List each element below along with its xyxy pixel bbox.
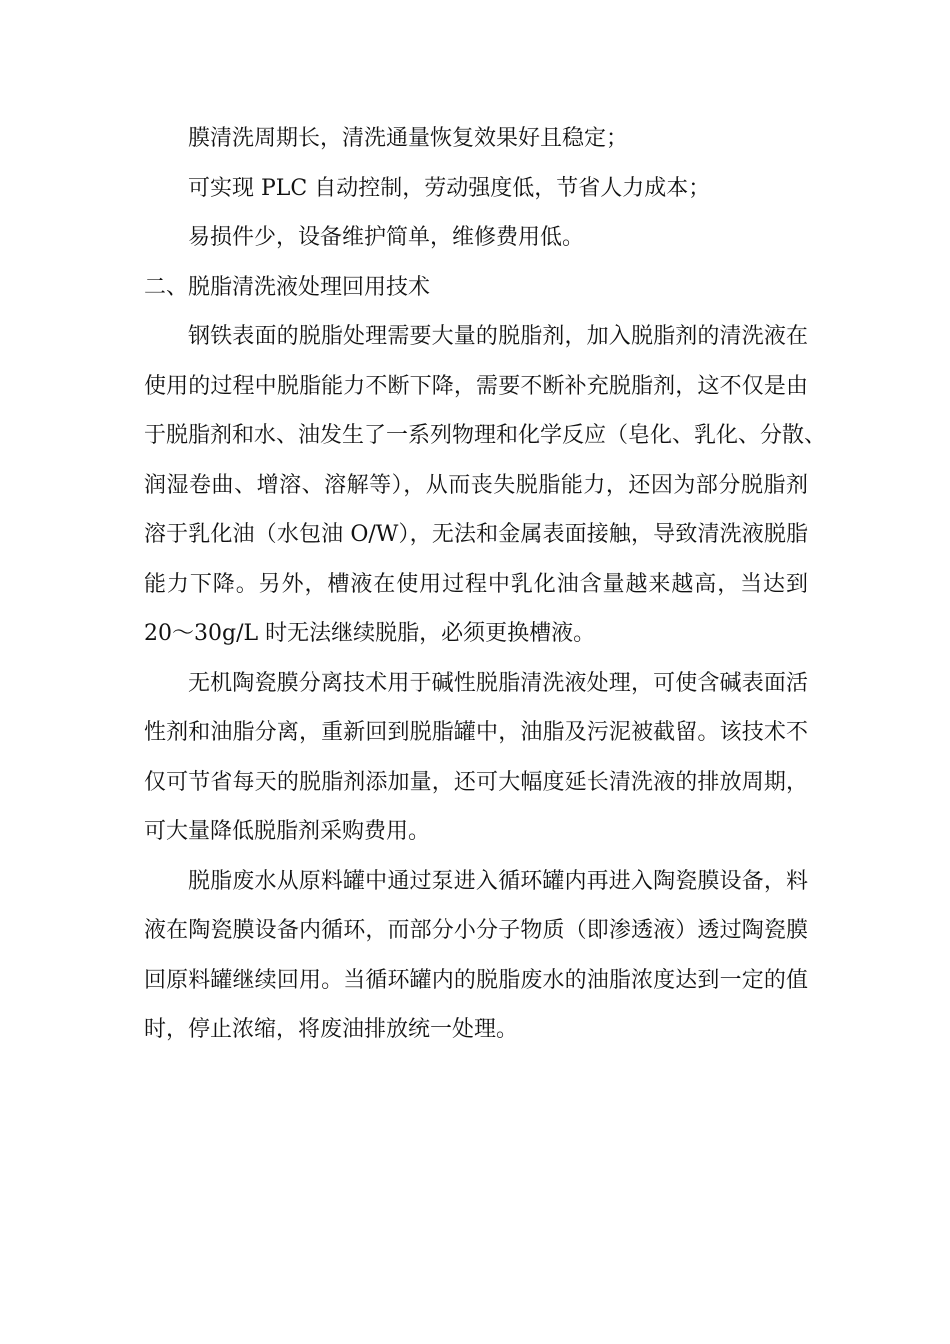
text-line: 性剂和油脂分离，重新回到脱脂罐中，油脂及污泥被截留。该技术不 xyxy=(144,720,808,745)
text-line: 可大量降低脱脂剂采购费用。 xyxy=(144,819,431,844)
text-line: 钢铁表面的脱脂处理需要大量的脱脂剂，加入脱脂剂的清洗液在 xyxy=(188,324,808,349)
text-line: 使用的过程中脱脂能力不断下降，需要不断补充脱脂剂，这不仅是由 xyxy=(144,373,808,399)
section-heading: 二、脱脂清洗液处理回用技术 xyxy=(144,274,431,300)
text-line: 溶于乳化油（水包油 O/W），无法和金属表面接触，导致清洗液脱脂 xyxy=(144,522,808,547)
text-line: 膜清洗周期长，清洗通量恢复效果好且稳定； xyxy=(188,126,629,151)
document-body xyxy=(144,114,827,1055)
text-line: 易损件少，设备维护简单，维修费用低。 xyxy=(188,225,585,250)
text-line: 无机陶瓷膜分离技术用于碱性脱脂清洗液处理，可使含碱表面活 xyxy=(188,670,808,696)
text-line: 脱脂废水从原料罐中通过泵进入循环罐内再进入陶瓷膜设备，料 xyxy=(188,868,808,894)
text-line: 回原料罐继续回用。当循环罐内的脱脂废水的油脂浓度达到一定的值 xyxy=(144,967,808,993)
text-line: 于脱脂剂和水、油发生了一系列物理和化学反应（皂化、乳化、分散、 xyxy=(144,423,827,448)
text-line: 仅可节省每天的脱脂剂添加量，还可大幅度延长清洗液的排放周期， xyxy=(144,769,808,795)
text-line: 可实现 PLC 自动控制，劳动强度低，节省人力成本； xyxy=(188,175,711,201)
text-line: 润湿卷曲、增溶、溶解等），从而丧失脱脂能力，还因为部分脱脂剂 xyxy=(144,472,808,498)
text-line: 能力下降。另外，槽液在使用过程中乳化油含量越来越高，当达到 xyxy=(144,571,808,597)
text-line: 液在陶瓷膜设备内循环，而部分小分子物质（即渗透液）透过陶瓷膜 xyxy=(144,918,808,943)
text-line: 时，停止浓缩，将废油排放统一处理。 xyxy=(144,1017,519,1042)
text-line: 20～30g/L 时无法继续脱脂，必须更换槽液。 xyxy=(144,621,596,646)
